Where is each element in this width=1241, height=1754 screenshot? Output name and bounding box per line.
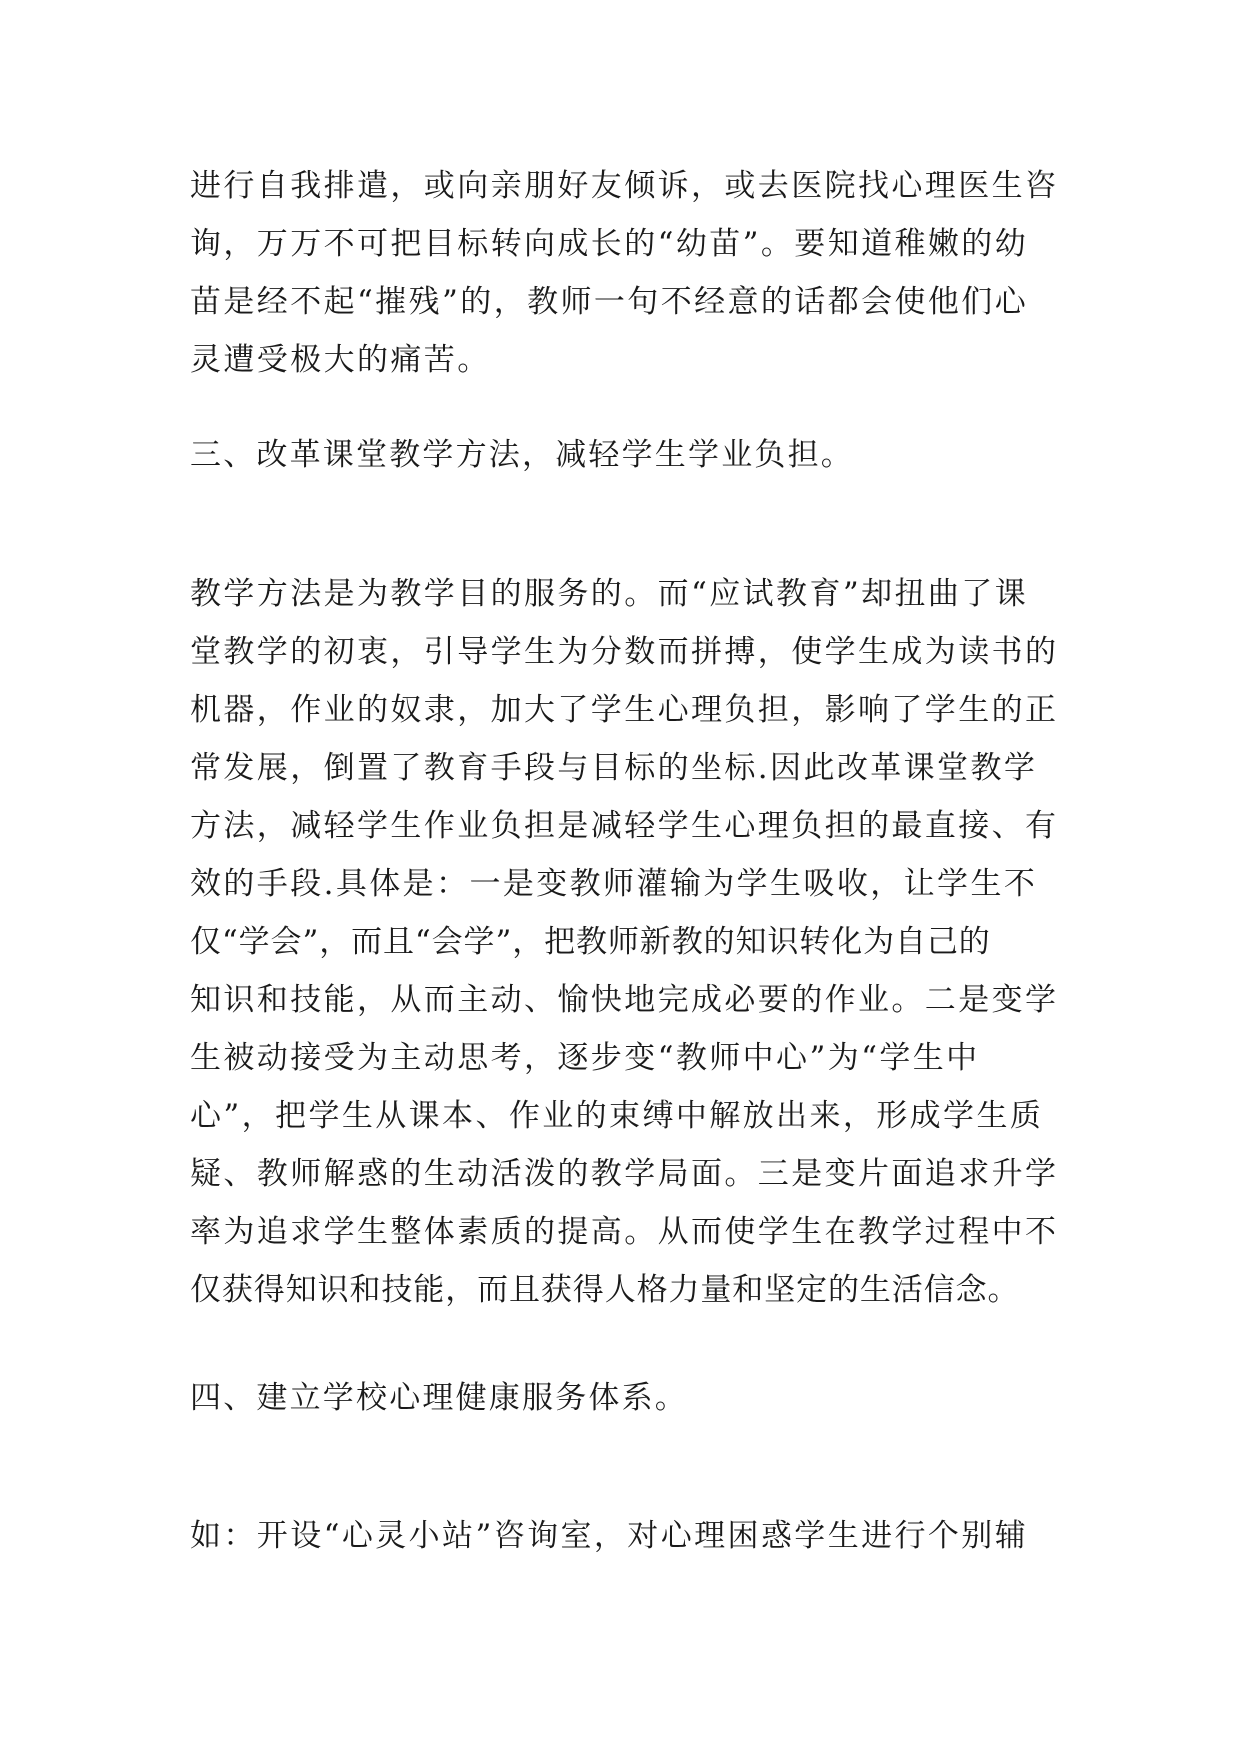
text-line: 方法，减轻学生作业负担是减轻学生心理负担的最直接、有 <box>190 808 1059 844</box>
text-line: 仅“学会”，而且“会学”，把教师新教的知识转化为自己的 <box>190 924 991 960</box>
text-line: 生被动接受为主动思考，逐步变“教师中心”为“学生中 <box>190 1040 980 1076</box>
text-line: 教学方法是为教学目的服务的。而“应试教育”却扭曲了课 <box>190 576 1029 612</box>
text-line: 进行自我排遣，或向亲朋好友倾诉，或去医院找心理医生咨 <box>190 168 1059 204</box>
text-line: 仅获得知识和技能，而且获得人格力量和坚定的生活信念。 <box>190 1272 1020 1308</box>
text-line: 疑、教师解惑的生动活泼的教学局面。三是变片面追求升学 <box>190 1156 1059 1192</box>
text-line: 询，万万不可把目标转向成长的“幼苗”。要知道稚嫩的幼 <box>190 226 1029 262</box>
text-line: 知识和技能，从而主动、愉快地完成必要的作业。二是变学 <box>190 982 1059 1018</box>
heading-text: 四、建立学校心理健康服务体系。 <box>190 1380 688 1416</box>
text-line: 心”，把学生从课本、作业的束缚中解放出来，形成学生质 <box>190 1098 1044 1134</box>
text-line: 如：开设“心灵小站”咨询室，对心理困惑学生进行个别辅 <box>190 1518 1029 1554</box>
section-heading-4 <box>190 1369 1070 1427</box>
text-line: 机器，作业的奴隶，加大了学生心理负担，影响了学生的正 <box>190 692 1059 728</box>
text-line: 灵遭受极大的痛苦。 <box>190 342 491 378</box>
text-line: 常发展，倒置了教育手段与目标的坐标.因此改革课堂教学 <box>190 750 1038 786</box>
paragraph-1 <box>190 157 1070 389</box>
text-line: 堂教学的初衷，引导学生为分数而拼搏，使学生成为读书的 <box>190 634 1059 670</box>
text-line: 苗是经不起“摧残”的，教师一句不经意的话都会使他们心 <box>190 284 1029 320</box>
paragraph-3 <box>190 1507 1070 1565</box>
text-line: 效的手段.具体是：一是变教师灌输为学生吸收，让学生不 <box>190 866 1038 902</box>
section-heading-3 <box>190 426 1070 484</box>
text-line: 率为追求学生整体素质的提高。从而使学生在教学过程中不 <box>190 1214 1059 1250</box>
heading-text: 三、改革课堂教学方法，减轻学生学业负担。 <box>190 437 854 473</box>
paragraph-2 <box>190 565 1070 1319</box>
